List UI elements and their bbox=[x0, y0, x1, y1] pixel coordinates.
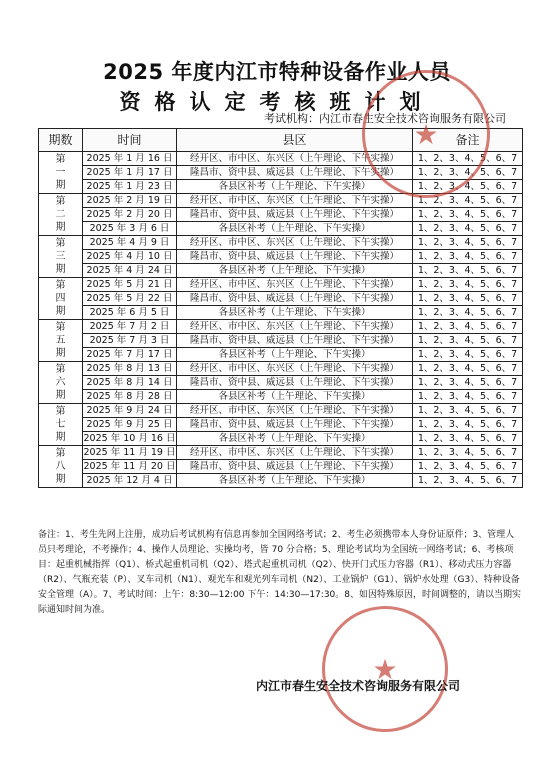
note-cell: 1、2、3、4、5、6、7 bbox=[413, 180, 523, 194]
company-signature: 内江市春生安全技术咨询服务有限公司 bbox=[256, 679, 461, 693]
date-cell: 2025 年 10 月 16 日 bbox=[83, 433, 176, 444]
area-cell: 隆昌市、资中县、威远县（上午理论、下午实操） bbox=[177, 418, 413, 432]
note-cell: 1、2、3、4、5、6、7 bbox=[413, 306, 523, 320]
area-cell: 经开区、市中区、东兴区（上午理论、下午实操） bbox=[177, 320, 413, 334]
period-label-char: 第 bbox=[55, 406, 66, 417]
period-label-char: 第 bbox=[55, 448, 66, 459]
area-cell: 隆昌市、资中县、威远县（上午理论、下午实操） bbox=[177, 460, 413, 474]
area-cell: 各县区补考（上午理论、下午实操） bbox=[177, 474, 413, 488]
period-cell bbox=[39, 236, 83, 278]
date-cell: 2025 年 5 月 22 日 bbox=[83, 292, 177, 306]
area-cell: 经开区、市中区、东兴区（上午理论、下午实操） bbox=[177, 194, 413, 208]
official-seal-stamp bbox=[322, 606, 448, 732]
table-row bbox=[39, 404, 523, 418]
table-row bbox=[39, 390, 523, 404]
date-cell: 2025 年 7 月 3 日 bbox=[83, 334, 177, 348]
period-label-char: 七 bbox=[55, 419, 66, 430]
header-period: 期数 bbox=[39, 129, 83, 152]
note-cell: 1、2、3、4、5、6、7 bbox=[413, 152, 523, 166]
table-row bbox=[39, 320, 523, 334]
table-row bbox=[39, 278, 523, 292]
area-cell: 各县区补考（上午理论、下午实操） bbox=[177, 348, 413, 362]
note-cell: 1、2、3、4、5、6、7 bbox=[413, 334, 523, 348]
period-label-char: 期 bbox=[55, 432, 66, 443]
note-cell: 1、2、3、4、5、6、7 bbox=[413, 166, 523, 180]
table-row bbox=[39, 264, 523, 278]
date-cell: 2025 年 12 月 4 日 bbox=[83, 474, 177, 488]
header-area: 县区 bbox=[177, 129, 413, 152]
note-cell: 1、2、3、4、5、6、7 bbox=[413, 278, 523, 292]
period-label-char: 六 bbox=[55, 377, 66, 388]
area-cell: 隆昌市、资中县、威远县（上午理论、下午实操） bbox=[177, 250, 413, 264]
note-cell: 1、2、3、4、5、6、7 bbox=[413, 208, 523, 222]
note-cell: 1、2、3、4、5、6、7 bbox=[413, 390, 523, 404]
period-label-char: 第 bbox=[55, 280, 66, 291]
note-cell: 1、2、3、4、5、6、7 bbox=[413, 460, 523, 474]
note-cell: 1、2、3、4、5、6、7 bbox=[413, 404, 523, 418]
period-label-char: 二 bbox=[55, 209, 66, 220]
area-cell: 各县区补考（上午理论、下午实操） bbox=[177, 432, 413, 446]
header-note: 备注 bbox=[413, 129, 523, 152]
area-cell: 各县区补考（上午理论、下午实操） bbox=[177, 390, 413, 404]
date-cell: 2025 年 8 月 13 日 bbox=[83, 362, 177, 376]
date-cell: 2025 年 2 月 20 日 bbox=[83, 208, 177, 222]
area-cell: 隆昌市、资中县、威远县（上午理论、下午实操） bbox=[177, 376, 413, 390]
date-cell: 2025 年 4 月 10 日 bbox=[83, 250, 177, 264]
period-label-char: 四 bbox=[55, 293, 66, 304]
table-row bbox=[39, 446, 523, 460]
period-label-char: 八 bbox=[55, 461, 66, 472]
date-cell: 2025 年 7 月 17 日 bbox=[83, 348, 177, 362]
period-label-char: 期 bbox=[55, 348, 66, 359]
area-cell: 经开区、市中区、东兴区（上午理论、下午实操） bbox=[177, 236, 413, 250]
area-cell: 经开区、市中区、东兴区（上午理论、下午实操） bbox=[177, 446, 413, 460]
note-cell: 1、2、3、4、5、6、7 bbox=[413, 446, 523, 460]
date-cell: 2025 年 8 月 14 日 bbox=[83, 376, 177, 390]
exam-organization: 考试机构：内江市春生安全技术咨询服务有限公司 bbox=[264, 112, 506, 125]
note-cell: 1、2、3、4、5、6、7 bbox=[413, 376, 523, 390]
period-cell bbox=[39, 362, 83, 404]
date-cell: 2025 年 9 月 25 日 bbox=[83, 418, 177, 432]
period-label-char: 三 bbox=[55, 251, 66, 262]
note-cell: 1、2、3、4、5、6、7 bbox=[413, 292, 523, 306]
table-row bbox=[39, 376, 523, 390]
date-cell: 2025 年 2 月 19 日 bbox=[83, 194, 177, 208]
date-cell: 2025 年 4 月 24 日 bbox=[83, 264, 177, 278]
date-cell: 2025 年 6 月 5 日 bbox=[83, 306, 177, 320]
date-cell: 2025 年 9 月 24 日 bbox=[83, 404, 177, 418]
table-row bbox=[39, 334, 523, 348]
table-row bbox=[39, 460, 523, 474]
period-cell bbox=[39, 194, 83, 236]
document-title-line1: 2025 年度内江市特种设备作业人员 bbox=[103, 60, 451, 84]
period-label-char: 期 bbox=[55, 306, 66, 317]
area-cell: 经开区、市中区、东兴区（上午理论、下午实操） bbox=[177, 404, 413, 418]
table-row bbox=[39, 222, 523, 236]
period-label-char: 第 bbox=[55, 322, 66, 333]
table-row bbox=[39, 362, 523, 376]
area-cell: 各县区补考（上午理论、下午实操） bbox=[177, 264, 413, 278]
area-cell: 各县区补考（上午理论、下午实操） bbox=[177, 180, 413, 194]
table-row bbox=[39, 348, 523, 362]
table-row bbox=[39, 306, 523, 320]
period-cell bbox=[39, 446, 83, 488]
table-row bbox=[39, 292, 523, 306]
official-seal-stamp bbox=[362, 70, 490, 198]
period-label-char: 第 bbox=[55, 196, 66, 207]
note-cell: 1、2、3、4、5、6、7 bbox=[413, 348, 523, 362]
area-cell: 经开区、市中区、东兴区（上午理论、下午实操） bbox=[177, 152, 413, 166]
table-row bbox=[39, 208, 523, 222]
header-time: 时间 bbox=[83, 129, 177, 152]
area-cell: 隆昌市、资中县、威远县（上午理论、下午实操） bbox=[177, 208, 413, 222]
area-cell: 隆昌市、资中县、威远县（上午理论、下午实操） bbox=[177, 292, 413, 306]
note-cell: 1、2、3、4、5、6、7 bbox=[413, 236, 523, 250]
area-cell: 经开区、市中区、东兴区（上午理论、下午实操） bbox=[177, 362, 413, 376]
note-cell: 1、2、3、4、5、6、7 bbox=[413, 432, 523, 446]
period-label-char: 一 bbox=[55, 167, 66, 178]
note-cell: 1、2、3、4、5、6、7 bbox=[413, 474, 523, 488]
area-cell: 隆昌市、资中县、威远县（上午理论、下午实操） bbox=[177, 334, 413, 348]
note-cell: 1、2、3、4、5、6、7 bbox=[413, 418, 523, 432]
notes-paragraph: 备注：1、考生先网上注册，成功后考试机构有信息再参加全国网络考试；2、考生必须携带本人身份证原件；3、管理人员只考理论，不考操作；4、操作人员理论、实操均考，皆 70 分合格；5、理论考试均为全国统一网络考试；6、考核项目：起重机械指挥（Q1）、桥式起重机司机（Q2）、塔式起重机司机（Q2）、快开门式压力容器（R1）、移动式压力容器（R2）、气瓶充装（P）、叉车司机（N1）、观光车和观光列车司机（N2）、工业锅炉（G1）、锅炉水处理（G3）、特种设备安全管理（A）。7、考试时间：上午：8:30—12:00 下午：14:30—17:30。8、如因特殊原因，时间调整的，请以当期实际通知时间为准。 bbox=[38, 530, 521, 615]
period-label-char: 期 bbox=[55, 390, 66, 401]
period-label-char: 期 bbox=[55, 222, 66, 233]
area-cell: 经开区、市中区、东兴区（上午理论、下午实操） bbox=[177, 278, 413, 292]
period-label-char: 期 bbox=[55, 180, 66, 191]
seal-star-icon: ★ bbox=[413, 117, 439, 151]
schedule-body bbox=[39, 152, 523, 488]
period-cell bbox=[39, 278, 83, 320]
area-cell: 各县区补考（上午理论、下午实操） bbox=[177, 222, 413, 236]
date-cell: 2025 年 4 月 9 日 bbox=[83, 236, 177, 250]
period-label-char: 五 bbox=[55, 335, 66, 346]
note-cell: 1、2、3、4、5、6、7 bbox=[413, 250, 523, 264]
table-row bbox=[39, 194, 523, 208]
date-cell: 2025 年 1 月 23 日 bbox=[83, 180, 177, 194]
date-cell: 2025 年 11 月 19 日 bbox=[83, 447, 176, 458]
table-row bbox=[39, 236, 523, 250]
note-cell: 1、2、3、4、5、6、7 bbox=[413, 320, 523, 334]
date-cell: 2025 年 5 月 21 日 bbox=[83, 278, 177, 292]
area-cell: 隆昌市、资中县、威远县（上午理论、下午实操） bbox=[177, 166, 413, 180]
date-cell: 2025 年 7 月 2 日 bbox=[83, 320, 177, 334]
period-label-char: 第 bbox=[55, 238, 66, 249]
area-cell: 各县区补考（上午理论、下午实操） bbox=[177, 306, 413, 320]
date-cell: 2025 年 1 月 17 日 bbox=[83, 166, 177, 180]
period-label-char: 期 bbox=[55, 474, 66, 485]
date-cell: 2025 年 11 月 20 日 bbox=[83, 461, 176, 472]
period-label-char: 期 bbox=[55, 264, 66, 275]
date-cell: 2025 年 1 月 16 日 bbox=[83, 152, 177, 166]
document-title-line2: 资格认定考核班计划 bbox=[119, 90, 435, 114]
note-cell: 1、2、3、4、5、6、7 bbox=[413, 362, 523, 376]
period-label-char: 第 bbox=[55, 364, 66, 375]
date-cell: 2025 年 3 月 6 日 bbox=[83, 222, 177, 236]
period-cell bbox=[39, 152, 83, 194]
table-row bbox=[39, 474, 523, 488]
period-label-char: 第 bbox=[55, 154, 66, 165]
period-cell bbox=[39, 320, 83, 362]
date-cell: 2025 年 8 月 28 日 bbox=[83, 390, 177, 404]
table-row bbox=[39, 418, 523, 432]
period-cell bbox=[39, 404, 83, 446]
note-cell: 1、2、3、4、5、6、7 bbox=[413, 222, 523, 236]
seal-star-icon: ★ bbox=[372, 652, 398, 686]
note-cell: 1、2、3、4、5、6、7 bbox=[413, 194, 523, 208]
table-row bbox=[39, 432, 523, 446]
note-cell: 1、2、3、4、5、6、7 bbox=[413, 264, 523, 278]
table-row bbox=[39, 250, 523, 264]
